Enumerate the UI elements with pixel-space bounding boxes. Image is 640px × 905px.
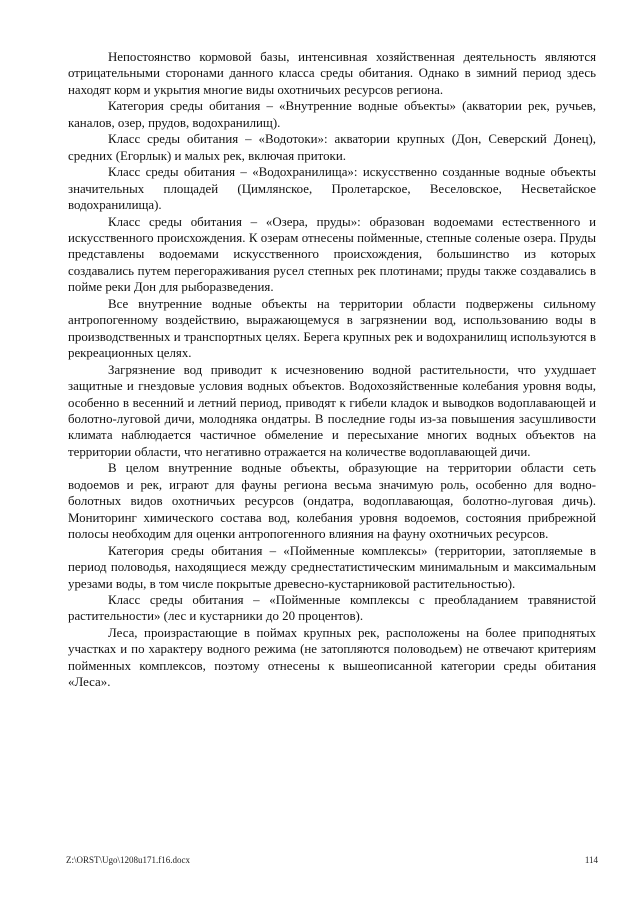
footer-file-path: Z:\ORST\Ugo\1208u171.f16.docx xyxy=(66,855,190,865)
paragraph: Категория среды обитания – «Пойменные комплексы» (территории, затопляемые в период половодья, находящиеся между среднестатистическим минимальным и максимальным урезами воды, в том числе покрытые древесно-кустарниковой растительностью). xyxy=(68,543,596,591)
paragraph: Класс среды обитания – «Водохранилища»: искусственно созданные водные объекты значительных площадей (Цимлянское, Пролетарское, Веселовское, Несветайское водохранилища). xyxy=(68,165,596,213)
paragraph: Класс среды обитания – «Водотоки»: акватории крупных (Дон, Северский Донец), средних (Егорлык) и малых рек, включая притоки. xyxy=(68,132,596,163)
paragraph: Непостоянство кормовой базы, интенсивная хозяйственная деятельность являются отрицательными сторонами данного класса среды обитания. Однако в зимний период здесь находят корм и укрытия многие виды охотничьих ресурсов региона. xyxy=(68,50,596,97)
paragraph: В целом внутренние водные объекты, образующие на территории области сеть водоемов и рек, играют для фауны региона весьма значимую роль, особенно для водно-болотных видов охотничьих ресурсов (ондатра, водоплавающая, болотно-луговая дичь). Мониторинг химического состава вод, колебания уровня водоемов, состояния прибрежной полосы необходим для оценки антропогенного влияния на фауну охотничьих ресурсов. xyxy=(68,461,596,542)
page-number: 114 xyxy=(584,855,598,865)
document-body xyxy=(68,49,596,691)
paragraph: Класс среды обитания – «Пойменные комплексы с преобладанием травянистой растительности» (лес и кустарники до 20 процентов). xyxy=(68,592,596,624)
paragraph: Загрязнение вод приводит к исчезновению водной растительности, что ухудшает защитные и гнездовые условия водных объектов. Водохозяйственные колебания уровня воды, особенно в весенний и летний период, приводят к гибели кладок и выводков водоплавающей и болотно-луговой дичи, молодняка ондатры. В последние годы из-за повышения засушливости климата наблюдается частичное обмеление и пересыхание многих водных объектов на территории области, что негативно отражается на количестве водоплавающей дичи. xyxy=(68,362,596,459)
paragraph: Категория среды обитания – «Внутренние водные объекты» (акватории рек, ручьев, каналов, озер, прудов, водохранилищ). xyxy=(68,99,596,130)
paragraph: Класс среды обитания – «Озера, пруды»: образован водоемами естественного и искусственного происхождения. К озерам отнесены пойменные, степные соленые озера. Пруды представлены водоемами искусственного происхождения, большинство из которых создавались путем перегораживания русел степных рек плотинами; пруды также создавались в пойме реки Дон для рыборазведения. xyxy=(68,214,596,295)
paragraph: Леса, произрастающие в поймах крупных рек, расположены на более приподнятых участках и по характеру водного режима (не затопляются половодьем) не отвечают критериям пойменных комплексов, поэтому отнесены к вышеописанной категории среды обитания «Леса». xyxy=(68,625,596,690)
paragraph: Все внутренние водные объекты на территории области подвержены сильному антропогенному воздействию, выражающемуся в загрязнении вод, использованию воды в производственных и транспортных целях. Берега крупных рек и водохранилищ используются в рекреационных целях. xyxy=(68,296,596,361)
